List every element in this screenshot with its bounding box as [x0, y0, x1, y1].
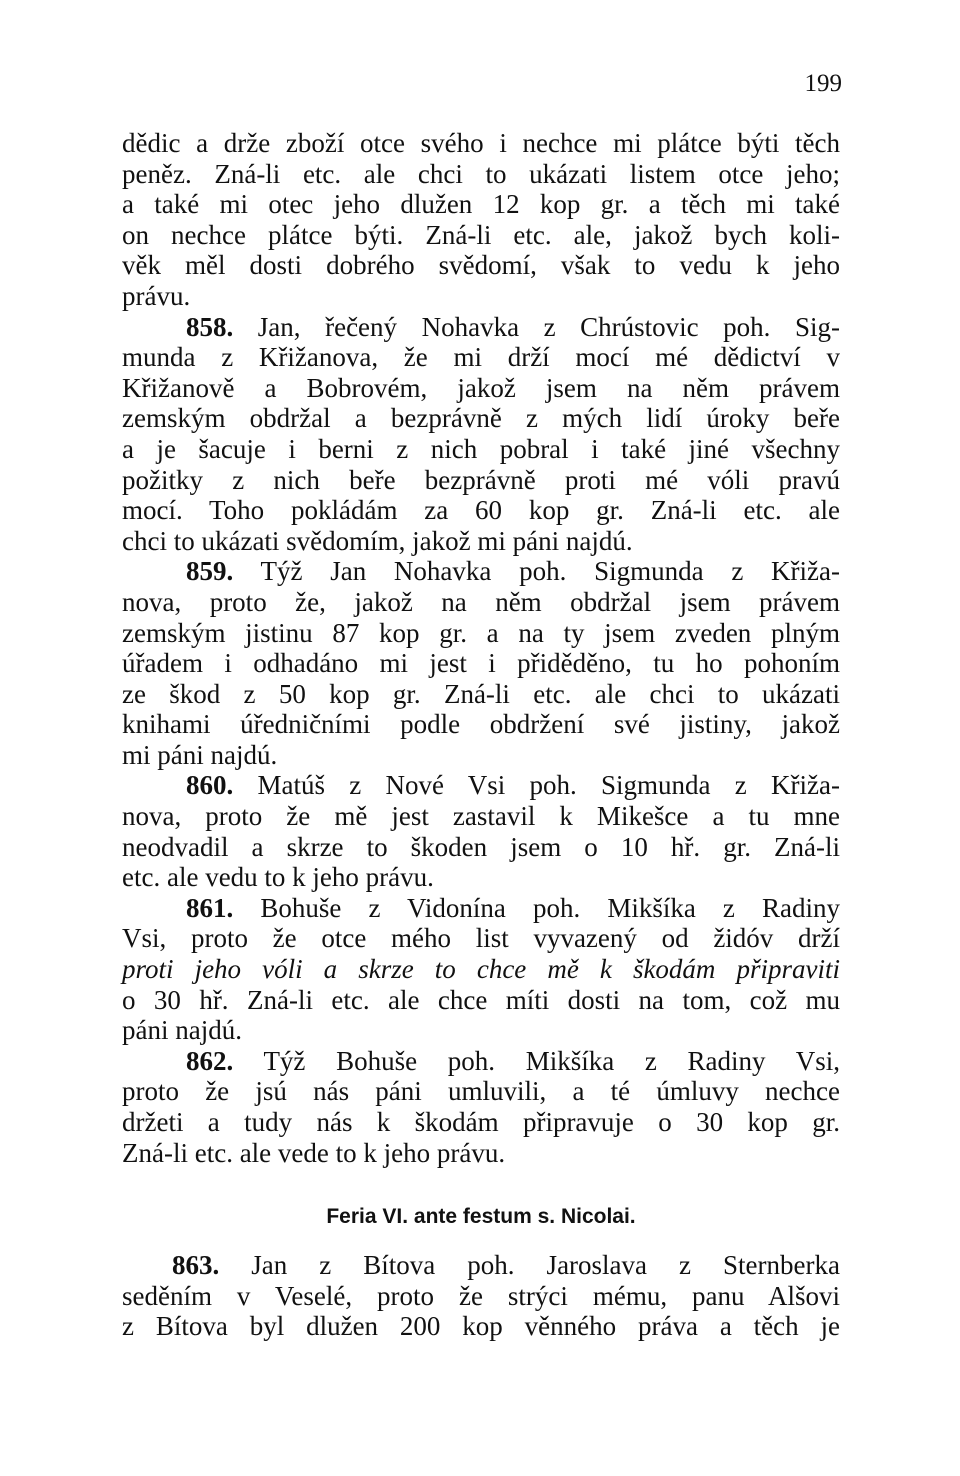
text-line: mi páni najdú. [122, 739, 278, 770]
text-line: neodvadil a skrze to škoden jsem o 10 hř. gr. Zná-li [122, 831, 840, 862]
main-text-continued [122, 1250, 840, 1342]
entry-number: 860. [186, 770, 234, 801]
text-line: věk měl dosti dobrého svědomí, však to vedu k jeho [122, 250, 840, 281]
entry-858-first-line [122, 312, 840, 343]
entry-number: 859. [186, 556, 234, 587]
entry-number: 863. [172, 1250, 220, 1280]
text-line: seděním v Veselé, proto že strýci mému, panu Alšovi [122, 1280, 840, 1311]
entry-863-first-line [122, 1250, 840, 1281]
entry-text: Jan z Bítova poh. Jaroslava z Sternberka [219, 1250, 840, 1280]
text-line: proto že jsú nás páni umluvili, a té úmluvy nechce [122, 1076, 840, 1107]
text-line: etc. ale vedu to k jeho právu. [122, 862, 434, 893]
text-line: právu. [122, 280, 191, 311]
text-line: zemským jistinu 87 kop gr. a na ty jsem zveden plným [122, 617, 840, 648]
page-number: 199 [804, 70, 842, 97]
text-line: z Bítova byl dlužen 200 kop věnného práva a těch je [122, 1311, 840, 1342]
entry-text: Jan, řečený Nohavka z Chrústovic poh. Sig- [233, 311, 840, 342]
text-line: peněz. Zná-li etc. ale chci to ukázati listem otce jeho; [122, 158, 840, 189]
entry-number: 861. [186, 892, 234, 923]
entry-859-first-line [122, 556, 840, 587]
text-line: úřadem i odhadáno mi jest i přiděděno, tu ho pohoním [122, 648, 840, 679]
text-line: držeti a tudy nás k škodám připravuje o 30 kop gr. [122, 1107, 840, 1137]
entry-861-first-line [122, 893, 840, 924]
entry-text: Týž Jan Nohavka poh. Sigmunda z Křiža- [233, 556, 840, 587]
entry-text: Bohuše z Vidonína poh. Mikšíka z Radiny [233, 892, 840, 923]
text-line: chci to ukázati svědomím, jakož mi páni najdú. [122, 525, 633, 556]
text-line: mocí. Toho pokládám za 60 kop gr. Zná-li etc. ale [122, 495, 840, 526]
text-line: požitky z nich beře bezprávně proti mé vóli pravú [122, 464, 840, 495]
entry-number: 858. [186, 311, 234, 342]
text-line: Křižanově a Bobrovém, jakož jsem na něm právem [122, 372, 840, 403]
text-line: dědic a drže zboží otce svého i nechce mi plátce býti těch [122, 128, 840, 158]
text-line: a také mi otec jeho dlužen 12 kop gr. a těch mi také [122, 189, 840, 220]
entry-862-first-line [122, 1046, 840, 1077]
text-line: knihami úředničními podle obdržení své jistiny, jakož [122, 709, 840, 740]
text-line: Vsi, proto že otce mého list vyvazený od židóv drží [122, 923, 840, 954]
text-line: zemským obdržal a bezprávně z mých lidí úroky beře [122, 403, 840, 434]
text-line: munda z Křižanova, že mi drží mocí mé dědictví v [122, 342, 840, 373]
entry-860-first-line [122, 770, 840, 801]
italic-text-line: proti jeho vóli a skrze to chce mě k škodám připraviti [122, 954, 840, 985]
text-line: on nechce plátce býti. Zná-li etc. ale, jakož bych koli- [122, 219, 840, 250]
text-line: o 30 hř. Zná-li etc. ale chce míti dosti na tom, což mu [122, 984, 840, 1015]
text-line: a je šacuje i berni z nich pobral i také jiné všechny [122, 433, 840, 464]
entry-number: 862. [186, 1045, 234, 1076]
text-line: nova, proto že mě jest zastavil k Mikešce a tu mne [122, 801, 840, 832]
text-line: Zná-li etc. ale vede to k jeho právu. [122, 1137, 506, 1168]
text-line: páni najdú. [122, 1015, 242, 1046]
main-text [122, 128, 840, 1168]
text-line: nova, proto že, jakož na něm obdržal jsem právem [122, 586, 840, 617]
section-heading: Feria VI. ante festum s. Nicolai. [326, 1205, 636, 1228]
text-line: ze škod z 50 kop gr. Zná-li etc. ale chci to ukázati [122, 678, 840, 709]
entry-text: Týž Bohuše poh. Mikšíka z Radiny Vsi, [233, 1045, 840, 1076]
entry-text: Matúš z Nové Vsi poh. Sigmunda z Křiža- [233, 770, 840, 801]
